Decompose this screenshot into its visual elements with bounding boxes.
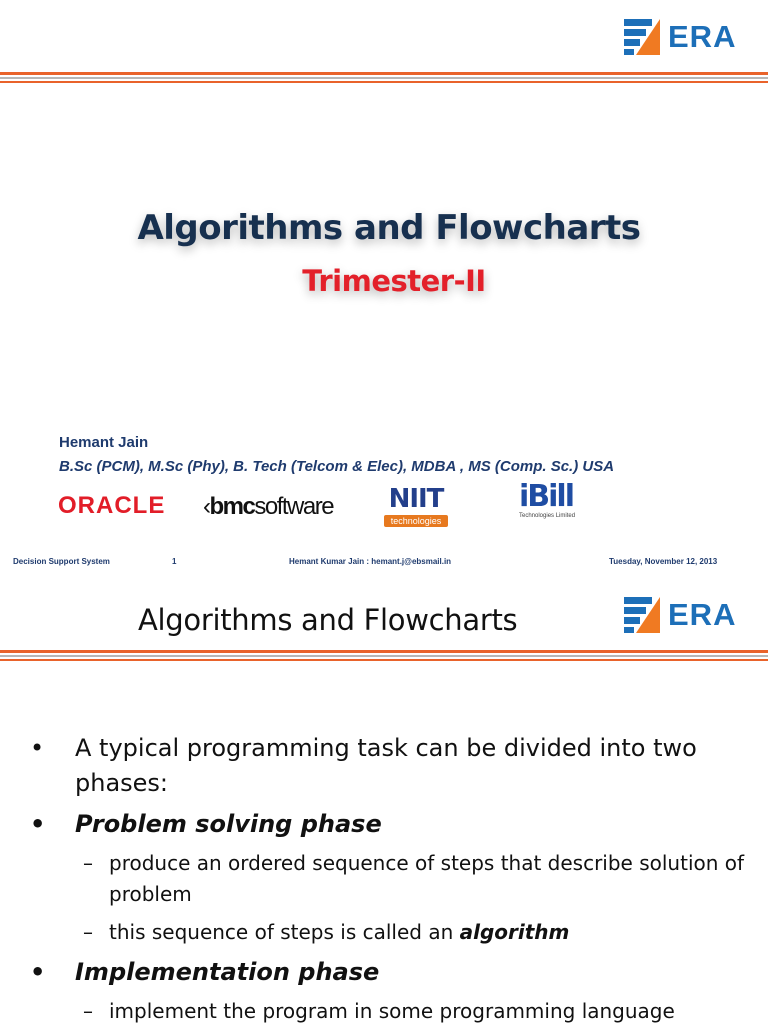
content-slide bbox=[0, 578, 768, 1024]
era-logo-icon bbox=[624, 18, 662, 56]
header-rule-orange bbox=[0, 650, 768, 653]
niit-logo-text: NIIT bbox=[388, 484, 444, 514]
ibill-logo-text: iBill bbox=[519, 479, 573, 514]
slide-title: Algorithms and Flowcharts bbox=[137, 208, 641, 248]
footer-page-number: 1 bbox=[172, 557, 177, 566]
era-logo-text: ERA bbox=[668, 597, 737, 632]
sub-bullet-item: – produce an ordered sequence of steps that describe solution of problem bbox=[30, 848, 750, 910]
bmc-logo-rest: software bbox=[254, 493, 334, 520]
bullet-item: • Implementation phase bbox=[30, 955, 750, 990]
oracle-logo: ORACLE bbox=[58, 492, 166, 519]
slide-title: Algorithms and Flowcharts bbox=[138, 603, 518, 637]
header-rule-grey bbox=[0, 77, 768, 79]
author-credentials: B.Sc (PCM), M.Sc (Phy), B. Tech (Telcom & Elec), MDBA , MS (Comp. Sc.) USA bbox=[59, 458, 615, 475]
bullet-item: • Problem solving phase bbox=[30, 807, 750, 842]
ibill-logo-subtext: Technologies Limited bbox=[519, 513, 576, 519]
slide-subtitle: Trimester-II bbox=[302, 264, 486, 298]
author-name: Hemant Jain bbox=[59, 434, 149, 451]
bullet-item: • A typical programming task can be divided into two phases: bbox=[30, 731, 750, 801]
header-rule-orange-thin bbox=[0, 81, 768, 83]
header-rule-grey bbox=[0, 655, 768, 657]
ibill-logo bbox=[519, 481, 583, 529]
footer-course: Decision Support System bbox=[13, 557, 110, 566]
footer-presenter: Hemant Kumar Jain : hemant.j@ebsmail.in bbox=[289, 557, 452, 566]
bmc-chevron-icon: ‹ bbox=[203, 493, 210, 520]
bmc-software-logo bbox=[203, 493, 333, 521]
era-logo bbox=[624, 18, 736, 56]
sub-bullet-item: – implement the program in some programming language bbox=[30, 996, 750, 1024]
header-rule-orange-thin bbox=[0, 659, 768, 661]
sub-bullet-item bbox=[30, 917, 750, 948]
sub-bullet-text: this sequence of steps is called an bbox=[109, 920, 460, 944]
bmc-logo-bold: bmc bbox=[209, 493, 255, 520]
era-logo-icon bbox=[624, 596, 662, 634]
slide-body bbox=[30, 731, 750, 1024]
era-logo-text: ERA bbox=[668, 19, 737, 54]
sub-bullet-emphasis: algorithm bbox=[459, 920, 570, 944]
era-logo bbox=[624, 596, 736, 634]
niit-logo-subtext: technologies bbox=[384, 515, 448, 527]
niit-logo bbox=[384, 486, 448, 530]
header-rule-orange bbox=[0, 72, 768, 75]
footer-date: Tuesday, November 12, 2013 bbox=[609, 557, 718, 566]
